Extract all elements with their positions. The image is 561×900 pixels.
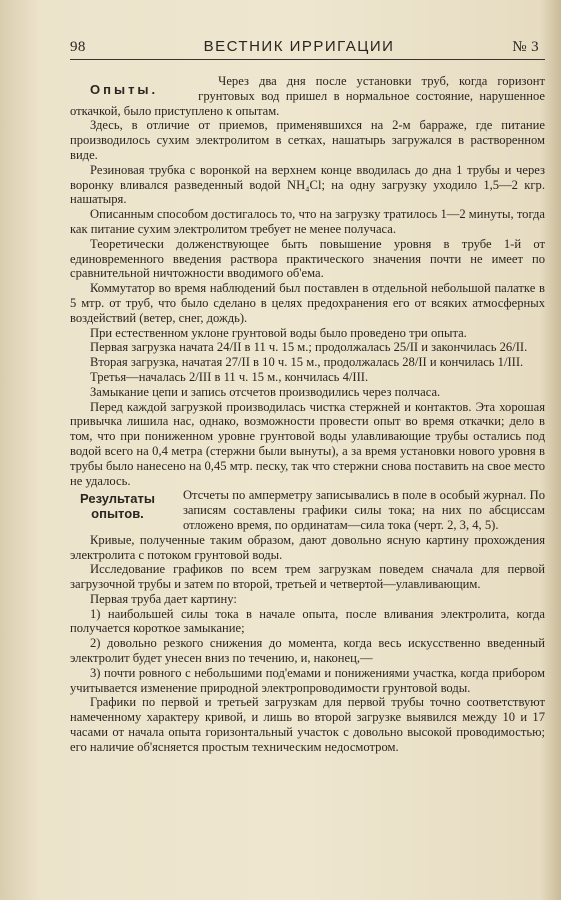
paragraph: Первая загрузка начата 24/II в 11 ч. 15 м.; продолжалась 25/II и закончилась 26/II. <box>90 340 528 355</box>
article-body <box>70 74 545 755</box>
results-heading-line: Результаты <box>80 491 155 507</box>
section-heading-results <box>80 491 155 521</box>
paragraph: Теоретически долженствующее быть повышение уровня в трубе 1-й от единовременного введения раствора практического значения почти не имеет по сравнительной ничтожности вводимого об'ема. <box>70 236 545 281</box>
paragraph: Замыкание цепи и запись отсчетов производились через полчаса. <box>90 384 441 399</box>
running-header <box>70 38 545 60</box>
paragraph: При естественном уклоне грунтовой воды было проведено три опыта. <box>90 325 467 340</box>
paragraph: Третья—началась 2/III в 11 ч. 15 м., кончилась 4/III. <box>90 369 369 384</box>
journal-title: ВЕСТНИК ИРРИГАЦИИ <box>203 38 395 55</box>
list-item: 3) почти ровного с небольшими под'емами и понижениями участка, когда прибором учитывается изменение природной электропроводимости грунтовой воды. <box>70 665 545 695</box>
paragraph: Отсчеты по амперметру записывались в поле в особый журнал. По записям составлены графики силы тока; на них по абсциссам отложено время, по ординатам—сила тока (черт. 2, 3, 4, 5). <box>182 488 545 532</box>
paragraph: Графики по первой и третьей загрузкам для первой трубы точно соответствуют намеченному характеру кривой, и лишь во второй загрузке выявился между 10 и 17 часами от начала опыта горизонтальный участок с довольно высокой проводимостью; его наличие об'ясняется простым техническим недосмотром. <box>70 695 545 754</box>
paragraph: Перед каждой загрузкой производилась чистка стержней и контактов. Эта хорошая привычка лишила нас, однако, возможности провести опыт во время откачки; дело в том, что при пониженном уровне грунтовой воды улавливающие трубы остались под водой всего на 0,4 метра (стержни были вынуты), а за время установки нового уровня в трубы было нанесено на 0,45 мтр. песку, так что стержни снова поставить на свое место не удалось. <box>70 399 545 488</box>
list-item: 2) довольно резкого снижения до момента, когда весь искусственно введенный электролит будет унесен вниз по течению, и, наконец,— <box>70 636 545 666</box>
paragraph: Через два дня после установки труб, когда горизонт грунтовых вод пришел в нормальное состояние, нарушенное откачкой, было приступлено к опытам. <box>70 74 545 118</box>
list-item: 1) наибольшей силы тока в начале опыта, после вливания электролита, когда получается короткое замыкание; <box>70 606 545 636</box>
paragraph: Здесь, в отличие от приемов, применявшихся на 2-м барраже, где питание производилось сухим электролитом в сетках, нашатырь загружался в растворенном виде. <box>70 118 545 162</box>
paragraph: Исследование графиков по всем трем загрузкам поведем сначала для первой загрузочной трубы и затем по второй, третьей и четвертой—улавливающим. <box>70 562 545 592</box>
issue-number: № 3 <box>512 39 539 55</box>
page-number: 98 <box>70 39 86 55</box>
paragraph: Резиновая трубка с воронкой на верхнем конце вводилась до дна 1 трубы и через воронку вливался разведенный водой NH₄Cl; на одну загрузку уходило 1,5—2 кгр. нашатыря. <box>70 162 545 207</box>
results-heading-line: опытов. <box>91 506 144 522</box>
paragraph: Вторая загрузка, начатая 27/II в 10 ч. 15 м., продолжалась 28/II и кончилась 1/III. <box>90 355 524 370</box>
paragraph: Кривые, полученные таким образом, дают довольно ясную картину прохождения электролита с потоком грунтовой воды. <box>70 532 545 562</box>
paragraph: Описанным способом достигалось то, что на загрузку тратилось 1—2 минуты, тогда как питание сухим электролитом требует не менее получаса. <box>70 207 545 236</box>
section-heading-experiments: Опыты. <box>90 82 159 97</box>
paragraph: Первая труба дает картину: <box>90 591 237 606</box>
paragraph: Коммутатор во время наблюдений был поставлен в отдельной небольшой палатке в 5 мтр. от труб, что было сделано в целях предохранения его от всяких атмосферных воздействий (ветер, снег, дождь). <box>70 281 545 325</box>
